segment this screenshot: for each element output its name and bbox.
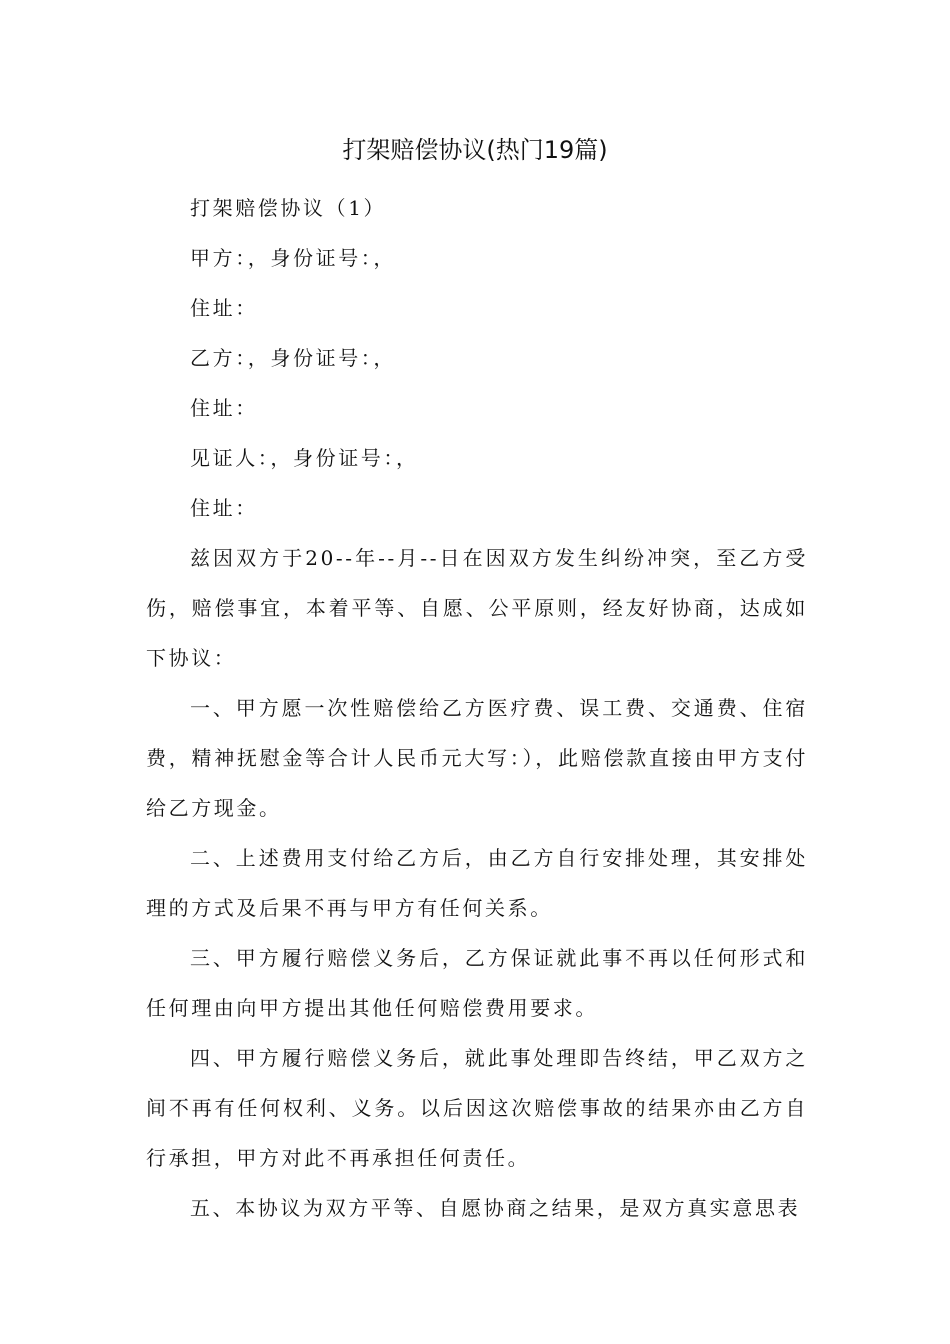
document-title: 打架赔偿协议(热门19篇) bbox=[342, 136, 608, 164]
party-b-address: 住址： bbox=[190, 396, 258, 420]
clause-3: 三、甲方履行赔偿义务后，乙方保证就此事不再以任何形式和任何理由向甲方提出其他任何赔偿费用要求。 bbox=[146, 946, 808, 1020]
section-heading: 打架赔偿协议（1） bbox=[190, 196, 387, 220]
party-a-address: 住址： bbox=[190, 296, 258, 320]
clause-4: 四、甲方履行赔偿义务后，就此事处理即告终结，甲乙双方之间不再有任何权利、义务。以后因这次赔偿事故的结果亦由乙方自行承担，甲方对此不再承担任何责任。 bbox=[146, 1046, 808, 1170]
witness-address: 住址： bbox=[190, 496, 258, 520]
clause-1: 一、甲方愿一次性赔偿给乙方医疗费、误工费、交通费、住宿费，精神抚慰金等合计人民币元大写：），此赔偿款直接由甲方支付给乙方现金。 bbox=[146, 696, 808, 820]
document-body bbox=[146, 183, 808, 1233]
preamble-paragraph: 兹因双方于20--年--月--日在因双方发生纠纷冲突，至乙方受伤，赔偿事宜，本着平等、自愿、公平原则，经友好协商，达成如下协议： bbox=[146, 546, 808, 670]
clause-5: 五、本协议为双方平等、自愿协商之结果，是双方真实意思表 bbox=[190, 1196, 801, 1220]
clause-2: 二、上述费用支付给乙方后，由乙方自行安排处理，其安排处理的方式及后果不再与甲方有任何关系。 bbox=[146, 846, 808, 920]
party-b-line: 乙方：，身份证号：， bbox=[190, 346, 396, 370]
party-a-line: 甲方：，身份证号：， bbox=[190, 246, 396, 270]
witness-line: 见证人：，身份证号：， bbox=[190, 446, 419, 470]
